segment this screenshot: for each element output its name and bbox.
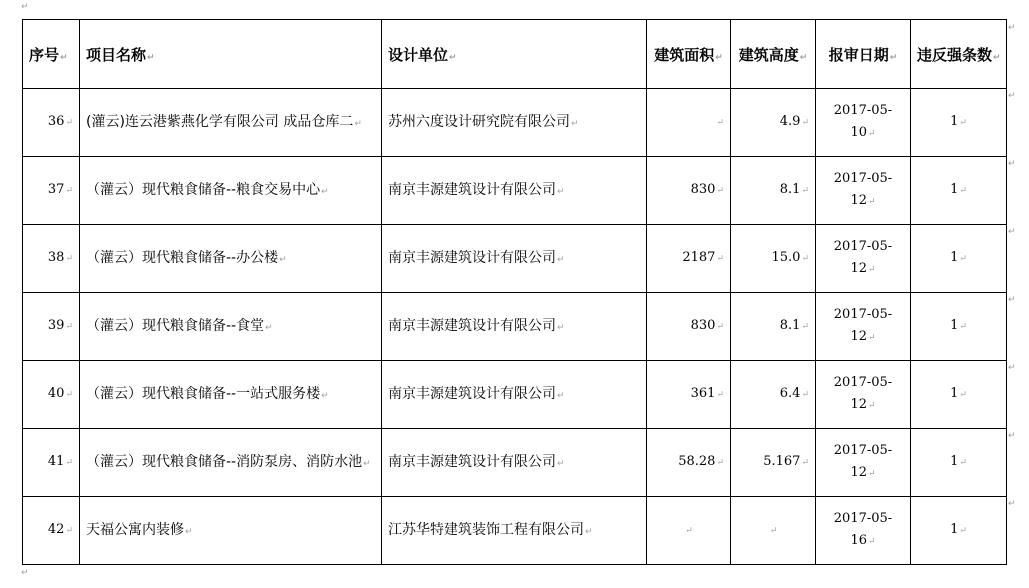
cell-building-height: 4.9↵ — [731, 89, 816, 157]
cell-design-unit: 南京丰源建筑设计有限公司↵ — [382, 157, 647, 225]
row-end-mark: ↵ — [1008, 431, 1016, 441]
row-end-mark: ↵ — [1008, 295, 1016, 305]
cell-design-unit: 南京丰源建筑设计有限公司↵ — [382, 225, 647, 293]
cell-review-date: 2017-05-12↵ — [816, 361, 911, 429]
cell-project-name: (灌云)连云港紫燕化学有限公司 成品仓库二↵ — [80, 89, 382, 157]
cell-review-date: 2017-05-12↵ — [816, 293, 911, 361]
cell-building-height: ↵ — [731, 497, 816, 565]
cell-building-height: 5.167↵ — [731, 429, 816, 497]
cell-violation-count: 1↵ — [911, 157, 1007, 225]
cell-building-height: 15.0↵ — [731, 225, 816, 293]
cell-design-unit: 苏州六度设计研究院有限公司↵ — [382, 89, 647, 157]
table-row — [23, 225, 1007, 293]
row-end-mark: ↵ — [1008, 91, 1016, 101]
cell-violation-count: 1↵ — [911, 89, 1007, 157]
cell-violation-count: 1↵ — [911, 429, 1007, 497]
cell-violation-count: 1↵ — [911, 361, 1007, 429]
table-row — [23, 293, 1007, 361]
row-end-mark: ↵ — [1008, 23, 1016, 33]
paragraph-mark-top: ↵ — [21, 2, 29, 12]
header-design-unit: 设计单位↵ — [382, 20, 647, 89]
cell-building-area: 830↵ — [647, 293, 731, 361]
cell-building-area: 361↵ — [647, 361, 731, 429]
cell-review-date: 2017-05-10↵ — [816, 89, 911, 157]
cell-building-height: 6.4↵ — [731, 361, 816, 429]
cell-building-area: 2187↵ — [647, 225, 731, 293]
cell-design-unit: 江苏华特建筑装饰工程有限公司↵ — [382, 497, 647, 565]
table-row — [23, 429, 1007, 497]
header-building-height: 建筑高度↵ — [731, 20, 816, 89]
cell-building-area: ↵ — [647, 89, 731, 157]
table-row — [23, 89, 1007, 157]
cell-project-name: （灌云）现代粮食储备--粮食交易中心↵ — [80, 157, 382, 225]
paragraph-mark-bottom: ↵ — [21, 568, 29, 578]
cell-review-date: 2017-05-16↵ — [816, 497, 911, 565]
table-row — [23, 157, 1007, 225]
cell-project-name: （灌云）现代粮食储备--消防泵房、消防水池↵ — [80, 429, 382, 497]
row-end-mark: ↵ — [1008, 159, 1016, 169]
cell-review-date: 2017-05-12↵ — [816, 225, 911, 293]
cell-design-unit: 南京丰源建筑设计有限公司↵ — [382, 293, 647, 361]
header-review-date: 报审日期↵ — [816, 20, 911, 89]
table-row — [23, 497, 1007, 565]
table-header-row — [23, 20, 1007, 89]
table-row — [23, 361, 1007, 429]
cell-project-name: （灌云）现代粮食储备--办公楼↵ — [80, 225, 382, 293]
cell-seq: 40↵ — [23, 361, 80, 429]
cell-seq: 41↵ — [23, 429, 80, 497]
cell-seq: 36↵ — [23, 89, 80, 157]
row-end-mark: ↵ — [1008, 227, 1016, 237]
cell-violation-count: 1↵ — [911, 225, 1007, 293]
cell-building-area: 830↵ — [647, 157, 731, 225]
cell-building-area: 58.28↵ — [647, 429, 731, 497]
cell-seq: 38↵ — [23, 225, 80, 293]
cell-project-name: （灌云）现代粮食储备--食堂↵ — [80, 293, 382, 361]
header-seq: 序号↵ — [23, 20, 80, 89]
row-end-mark: ↵ — [1008, 499, 1016, 509]
cell-violation-count: 1↵ — [911, 497, 1007, 565]
cell-seq: 42↵ — [23, 497, 80, 565]
cell-seq: 37↵ — [23, 157, 80, 225]
header-project-name: 项目名称↵ — [80, 20, 382, 89]
review-table — [22, 19, 1007, 565]
cell-building-height: 8.1↵ — [731, 293, 816, 361]
row-end-mark: ↵ — [1008, 363, 1016, 373]
header-building-area: 建筑面积↵ — [647, 20, 731, 89]
cell-project-name: 天福公寓内装修↵ — [80, 497, 382, 565]
cell-design-unit: 南京丰源建筑设计有限公司↵ — [382, 361, 647, 429]
cell-project-name: （灌云）现代粮食储备--一站式服务楼↵ — [80, 361, 382, 429]
cell-building-area: ↵ — [647, 497, 731, 565]
cell-review-date: 2017-05-12↵ — [816, 429, 911, 497]
cell-review-date: 2017-05-12↵ — [816, 157, 911, 225]
cell-violation-count: 1↵ — [911, 293, 1007, 361]
cell-building-height: 8.1↵ — [731, 157, 816, 225]
header-violation-count: 违反强条数↵ — [911, 20, 1007, 89]
cell-seq: 39↵ — [23, 293, 80, 361]
cell-design-unit: 南京丰源建筑设计有限公司↵ — [382, 429, 647, 497]
